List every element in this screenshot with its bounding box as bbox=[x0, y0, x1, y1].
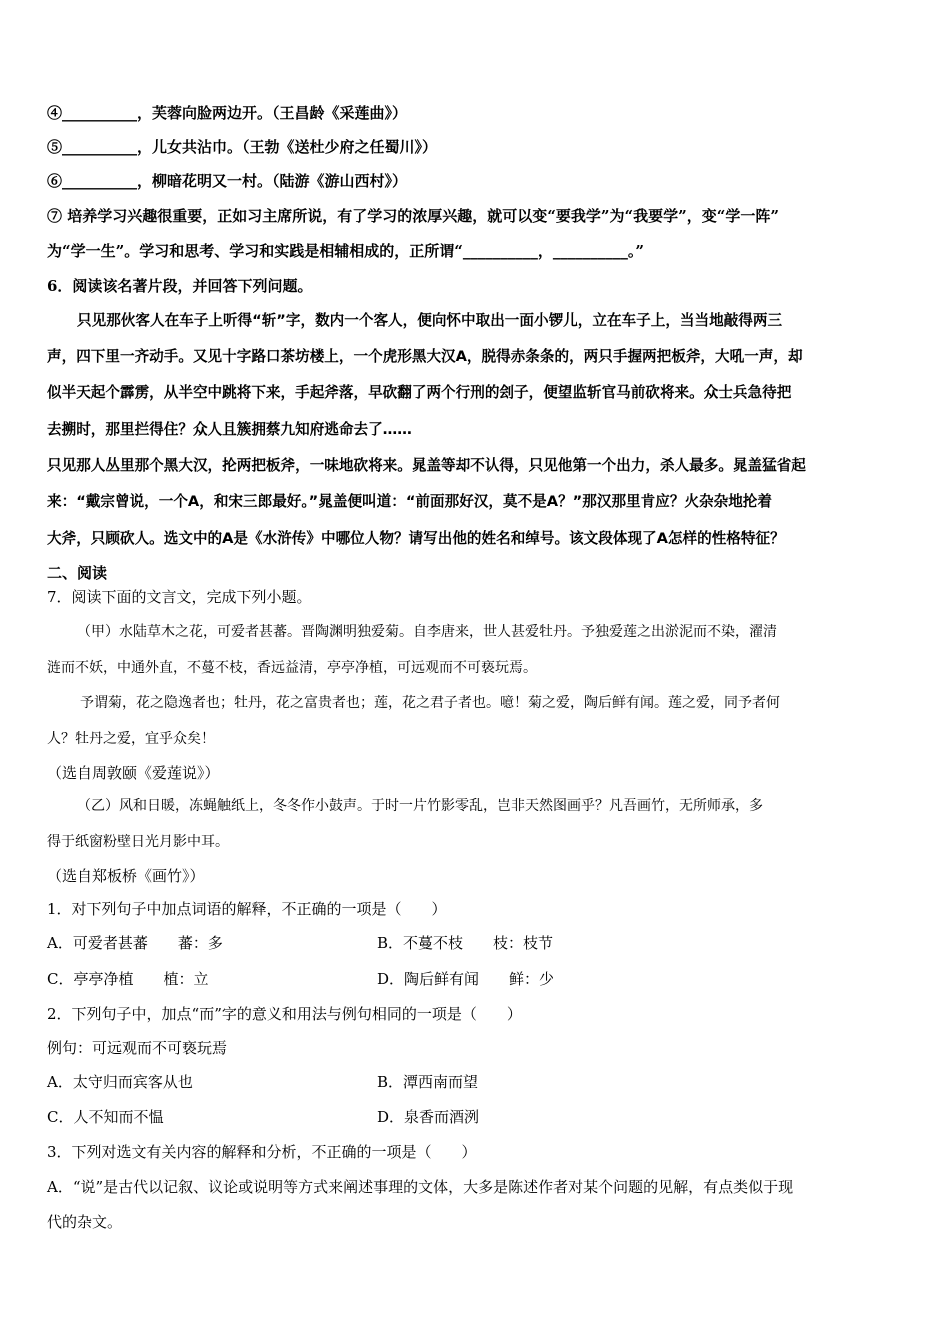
q7-title: 7．阅读下面的文言文，完成下列小题。 bbox=[47, 588, 312, 606]
q6-passage-line: 大斧，只顾砍人。选文中的A是《水浒传》中哪位人物？请写出他的姓名和绰号。该文段体现了A怎样的性格特征？ bbox=[47, 530, 785, 547]
q7-sub3-option-a-line: 代的杂文。 bbox=[47, 1213, 123, 1231]
poem-line-4: ④__________，芙蓉向脸两边开。（王昌龄《采莲曲》） bbox=[47, 104, 408, 122]
q6-passage-line: 来：“戴宗曾说，一个A，和宋三郎最好。”晁盖便叫道：“前面那好汉，莫不是A？”那汉那里肯应？火杂杂地抡着 bbox=[47, 493, 772, 510]
q7-sub2-stem: 2．下列句子中，加点“而”字的意义和用法与例句相同的一项是（ ） bbox=[47, 1005, 522, 1023]
q7-yi-line: 得于纸窗粉壁日光月影中耳。 bbox=[47, 834, 229, 850]
q7-jia-line: 人？牡丹之爱，宜乎众矣！ bbox=[47, 731, 215, 747]
q7-jia-source: （选自周敦颐《爱莲说》） bbox=[47, 764, 220, 782]
section-2-title: 二、阅读 bbox=[47, 564, 108, 582]
poem-line-7-part2: 为“学一生”。学习和思考、学习和实践是相辅相成的，正所谓“__________，__________。” bbox=[47, 242, 645, 260]
poem-line-6: ⑥__________，柳暗花明又一村。（陆游《游山西村》） bbox=[47, 172, 408, 190]
q7-yi-source: （选自郑板桥《画竹》） bbox=[47, 867, 205, 885]
poem-line-7-part1: ⑦ 培养学习兴趣很重要，正如习主席所说，有了学习的浓厚兴趣，就可以变“要我学”为“我要学”，变“学一阵” bbox=[47, 207, 779, 225]
poem-line-5: ⑤__________，儿女共沾巾。（王勃《送杜少府之任蜀川》） bbox=[47, 138, 438, 156]
q6-passage-line: 只见那伙客人在车子上听得“斩”字，数内一个客人，便向怀中取出一面小锣儿，立在车子上，当当地敲得两三 bbox=[77, 312, 783, 329]
q6-passage-line: 声，四下里一齐动手。又见十字路口茶坊楼上，一个虎形黑大汉A，脱得赤条条的，两只手握两把板斧，大吼一声，却 bbox=[47, 348, 803, 365]
q7-sub1-option-a: A．可爱者甚蕃 蕃：多 bbox=[47, 934, 223, 952]
q7-jia-line: 涟而不妖，中通外直，不蔓不枝，香远益清，亭亭净植，可远观而不可亵玩焉。 bbox=[47, 660, 537, 676]
q6-title: 6．阅读该名著片段，并回答下列问题。 bbox=[47, 277, 313, 295]
q6-passage-line: 去搠时，那里拦得住？众人且簇拥蔡九知府逃命去了…… bbox=[47, 421, 412, 438]
q7-sub1-option-d: D．陶后鲜有闻 鲜：少 bbox=[377, 970, 555, 988]
q6-passage-line: 似半天起个霹雳，从半空中跳将下来，手起斧落，早砍翻了两个行刑的刽子，便望监斩官马前砍将来。众士兵急待把 bbox=[47, 384, 792, 401]
q7-jia-line: 予谓菊，花之隐逸者也；牡丹，花之富贵者也；莲，花之君子者也。噫！菊之爱，陶后鲜有闻。莲之爱，同予者何 bbox=[80, 695, 780, 711]
q7-sub1-option-b: B．不蔓不枝 枝：枝节 bbox=[377, 934, 554, 952]
q7-sub2-option-b: B．潭西南而望 bbox=[377, 1073, 479, 1091]
q7-yi-line: （乙）风和日暖，冻蝇触纸上，冬冬作小鼓声。于时一片竹影零乱，岂非天然图画乎？凡吾画竹，无所师承，多 bbox=[77, 798, 763, 814]
q7-jia-line: （甲）水陆草木之花，可爱者甚蕃。晋陶渊明独爱菊。自李唐来，世人甚爱牡丹。予独爱莲之出淤泥而不染，濯清 bbox=[77, 624, 777, 640]
q7-sub2-option-d: D．泉香而酒洌 bbox=[377, 1108, 480, 1126]
q7-sub1-option-c: C．亭亭净植 植：立 bbox=[47, 970, 209, 988]
q7-sub1-stem: 1．对下列句子中加点词语的解释，不正确的一项是（ ） bbox=[47, 900, 447, 918]
q7-sub3-option-a-line: A．“说”是古代以记叙、议论或说明等方式来阐述事理的文体，大多是陈述作者对某个问题的见解，有点类似于现 bbox=[47, 1178, 794, 1196]
q7-sub2-option-c: C．人不知而不愠 bbox=[47, 1108, 164, 1126]
q7-sub3-stem: 3．下列对选文有关内容的解释和分析，不正确的一项是（ ） bbox=[47, 1143, 477, 1161]
q6-passage-line: 只见那人丛里那个黑大汉，抡两把板斧，一味地砍将来。晁盖等却不认得，只见他第一个出力，杀人最多。晁盖猛省起 bbox=[47, 457, 806, 474]
q7-sub2-example: 例句：可远观而不可亵玩焉 bbox=[47, 1039, 228, 1057]
q7-sub2-option-a: A．太守归而宾客从也 bbox=[47, 1073, 193, 1091]
